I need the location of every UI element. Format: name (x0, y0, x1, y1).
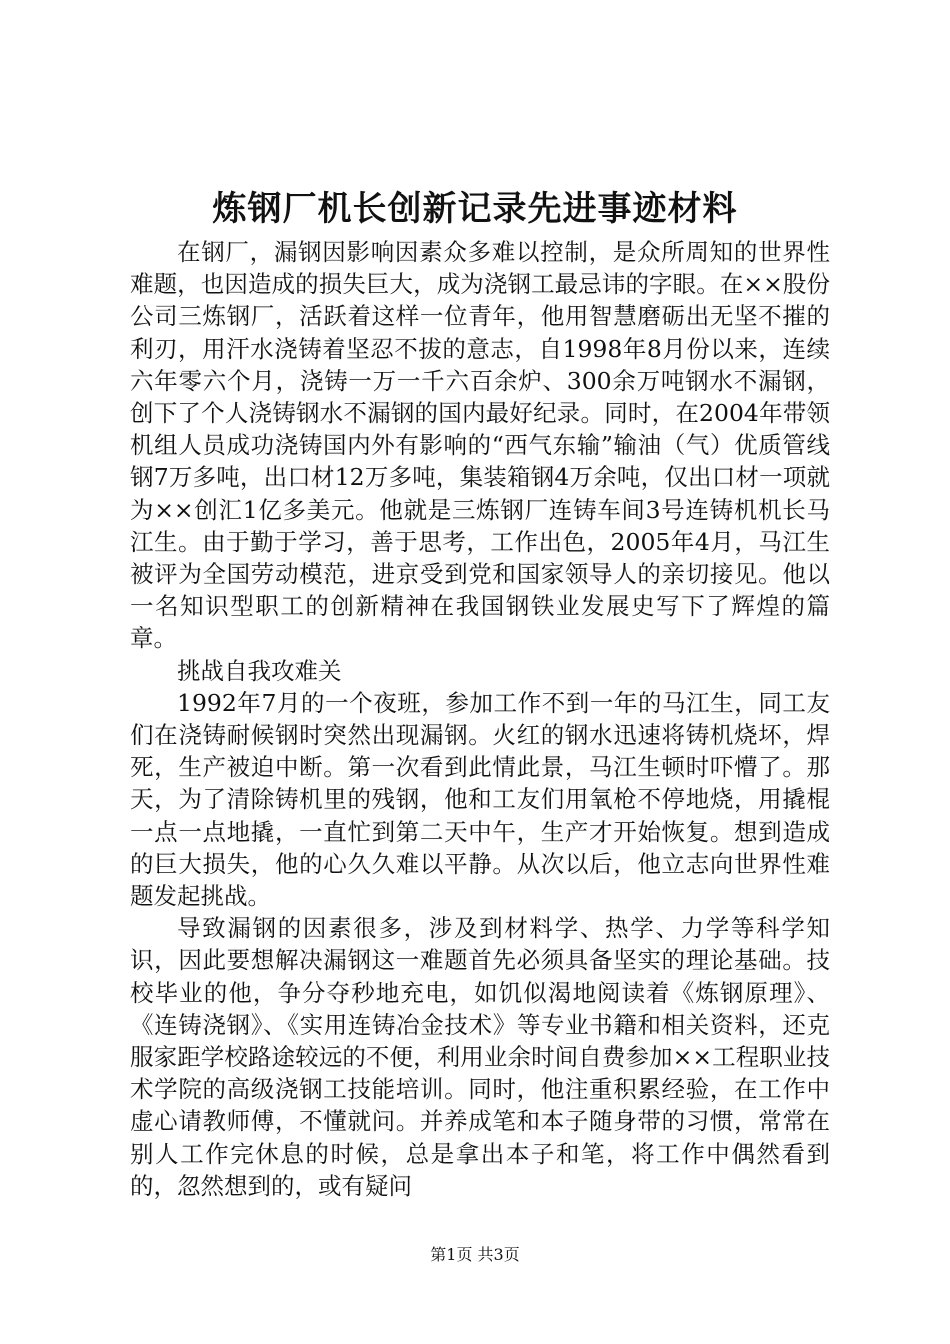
paragraph-study: 导致漏钢的因素很多，涉及到材料学、热学、力学等科学知识，因此要想解决漏钢这一难题首先必须具备坚实的理论基础。技校毕业的他，争分夺秒地充电，如饥似渴地阅读着《炼钢原理》、《连铸浇钢》、《实用连铸冶金技术》等专业书籍和相关资料，还克服家距学校路途较远的不便，利用业余时间自费参加××工程职业技术学院的高级浇钢工技能培训。同时，他注重积累经验，在工作中虚心请教师傅，不懂就问。并养成笔和本子随身带的习惯，常常在别人工作完休息的时候，总是拿出本子和笔，将工作中偶然看到的，忽然想到的，或有疑问 (130, 914, 830, 1200)
section-heading: 挑战自我攻难关 (177, 656, 342, 685)
paragraph-story: 1992年7月的一个夜班，参加工作不到一年的马江生，同工友们在浇铸耐候钢时突然出现漏钢。火红的钢水迅速将铸机烧坏，焊死，生产被迫中断。第一次看到此情此景，马江生顿时吓懵了。那天，为了清除铸机里的残钢，他和工友们用氧枪不停地烧，用撬棍一点一点地撬，一直忙到第二天中午，生产才开始恢复。想到造成的巨大损失，他的心久久难以平静。从次以后，他立志向世界性难题发起挑战。 (130, 688, 830, 911)
page-footer: 第1页 共3页 (430, 1245, 520, 1264)
paragraph-intro: 在钢厂，漏钢因影响因素众多难以控制，是众所周知的世界性难题，也因造成的损失巨大，成为浇钢工最忌讳的字眼。在××股份公司三炼钢厂，活跃着这样一位青年，他用智慧磨砺出无坚不摧的利刃，用汗水浇铸着坚忍不拔的意志，自1998年8月份以来，连续六年零六个月，浇铸一万一千六百余炉、300余万吨钢水不漏钢，创下了个人浇铸钢水不漏钢的国内最好纪录。同时，在2004年带领机组人员成功浇铸国内外有影响的“西气东输”输油（气）优质管线钢7万多吨，出口材12万多吨，集装箱钢4万余吨，仅出口材一项就为××创汇1亿多美元。他就是三炼钢厂连铸车间3号连铸机机长马江生。由于勤于学习，善于思考，工作出色，2005年4月，马江生被评为全国劳动模范，进京受到党和国家领导人的亲切接见。他以一名知识型职工的创新精神在我国钢铁业发展史写下了辉煌的篇章。 (130, 238, 830, 653)
document-title: 炼钢厂机长创新记录先进事迹材料 (212, 189, 738, 229)
document-body (130, 236, 830, 1202)
